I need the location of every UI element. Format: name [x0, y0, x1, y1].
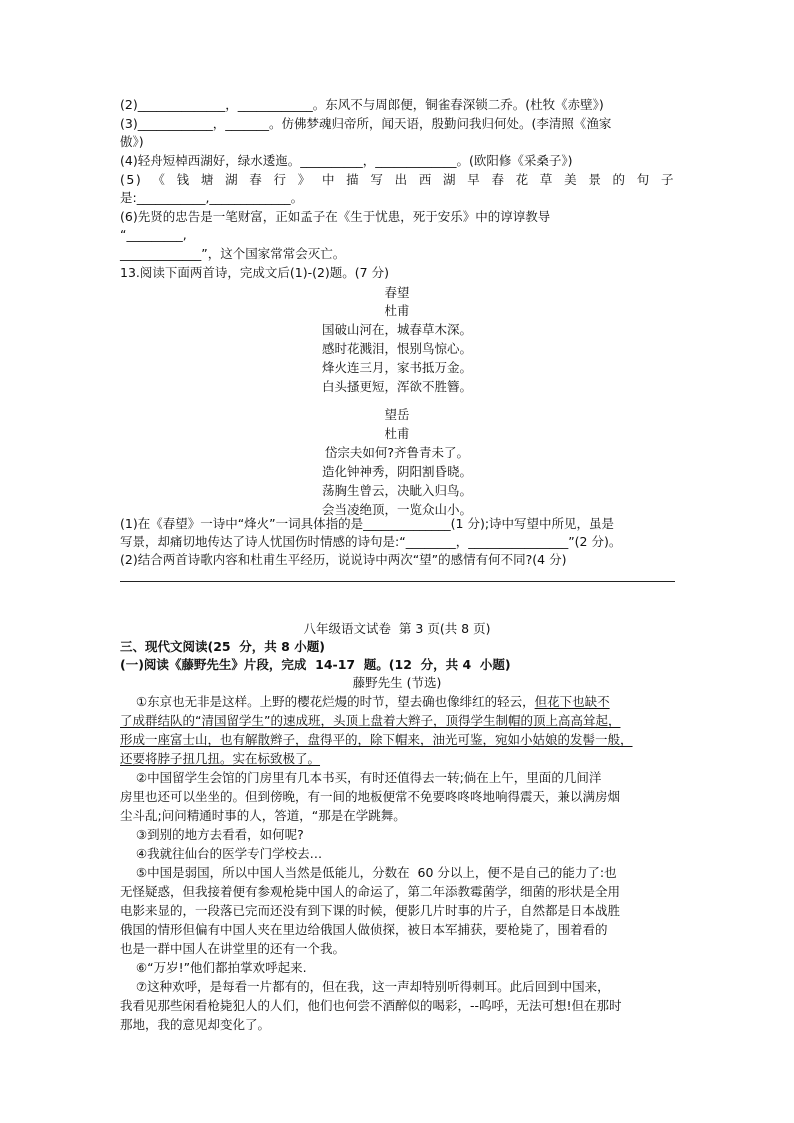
question-6-line-1: (6)先贤的忠告是一笔财富，正如孟子在《生于忧患，死于安乐》中的谆谆教导 [120, 209, 551, 224]
poem-author: 杜甫 [384, 303, 410, 318]
question-13-heading: 13.阅读下面两首诗，完成文后(1)-(2)题。(7 分) [120, 265, 389, 280]
paragraph-5-line-4: 俄国的情形但偏有中国人夹在里边给俄国人做侦探，被日本军捕获，要枪毙了，围着看的 [120, 922, 608, 937]
paragraph-1-line-2: 了成群结队的“清国留学生”的速成班，头顶上盘着大辫子，顶得学生制帽的顶上高高耸起， [120, 713, 621, 728]
paragraph-1-line-1 [120, 693, 610, 710]
paragraph-2-line-1: ②中国留学生会馆的门房里有几本书买，有时还值得去一转;倘在上午，里面的几间洋 [120, 770, 602, 785]
page-footer: 八年级语文试卷 第 3 页(共 8 页) [303, 621, 491, 636]
paragraph-2-line-3: 尘斗乱;问问精通时事的人，答道，“那是在学跳舞。 [120, 808, 406, 823]
subquestion-2: (2)结合两首诗歌内容和杜甫生平经历，说说诗中两次“望”的感情有何不同?(4 分) [120, 552, 567, 567]
subquestion-1-line-1: (1)在《春望》一诗中“烽火”一词具体指的是______________(1 分);诗中写望中所见，虽是 [120, 516, 615, 531]
poem-title: 春望 [384, 285, 410, 300]
underlined-text: 但花下也缺不 [534, 694, 610, 709]
question-6-line-3: _____________”，这个国家常常会灭亡。 [120, 246, 346, 261]
question-3-line-2: 傲》) [120, 134, 144, 149]
paragraph-5-line-3: 电影来显的，一段落已完而还没有到下课的时候，便影几片时事的片子，自然都是日本战胜 [120, 903, 621, 918]
question-5-line-2: 是:___________,_____________。 [120, 190, 304, 205]
poem-line: 国破山河在，城春草木深。 [321, 322, 472, 337]
paragraph-2-line-2: 房里也还可以坐坐的。但到傍晚，有一间的地板便常不免要咚咚咚地响得震天，兼以满房烟 [120, 789, 621, 804]
poem-line: 烽火连三月，家书抵万金。 [321, 360, 472, 375]
paragraph-7-line-1: ⑦这种欢呼，是每看一片都有的，但在我，这一声却特别听得刺耳。此后回到中国来， [120, 979, 610, 994]
question-6-line-2: “_________, [120, 227, 187, 242]
question-5-line-1: (5)《钱塘湖春行》中描写出西湖早春花草美景的句子 [120, 172, 675, 187]
poem-author: 杜甫 [384, 426, 410, 441]
plain-text: ①东京也无非是这样。上野的樱花烂熳的时节，望去确也像绯红的轻云， [120, 694, 535, 709]
poem-line: 荡胸生曾云，决眦入归鸟。 [321, 483, 472, 498]
section-subheading: (一)阅读《藤野先生》片段，完成 14-17 题。(12 分，共 4 小题) [120, 657, 511, 672]
poem-line: 感时花溅泪，恨别鸟惊心。 [321, 341, 472, 356]
paragraph-5-line-5: 也是一群中国人在讲堂里的还有一个我。 [120, 941, 346, 956]
question-2: (2)______________，____________。东风不与周郎便，铜雀春深锁二乔。(杜牧《赤壁》) [120, 97, 604, 112]
poem-line: 造化钟神秀，阴阳割昏晓。 [321, 464, 472, 479]
poem-line: 会当凌绝顶，一览众山小。 [321, 502, 472, 517]
subquestion-1-line-2: 写景，却痛切地传达了诗人忧国伤时情感的诗句是:“________，________________”(2 分)。 [120, 534, 622, 549]
paragraph-4: ④我就往仙台的医学专门学校去… [120, 846, 323, 861]
section-heading: 三、现代文阅读(25 分，共 8 小题) [120, 639, 325, 654]
passage-title: 藤野先生 (节选) [352, 675, 442, 690]
paragraph-7-line-2: 我看见那些闲看枪毙犯人的人们，他们也何尝不酒醉似的喝彩，--呜呼，无法可想!但在那时 [120, 998, 622, 1013]
paragraph-1-line-3: 形成一座富士山，也有解散辫子，盘得平的，除下帽来，油光可鉴，宛如小姑娘的发髻一般， [120, 732, 633, 747]
poem-title: 望岳 [384, 407, 410, 422]
paragraph-7-line-3: 那地，我的意见却变化了。 [120, 1017, 271, 1032]
answer-line [120, 581, 675, 582]
question-3-line-1: (3)____________，_______。仿佛梦魂归帝所，闻天语，殷勤问我归何处。(李清照《渔家 [120, 116, 612, 131]
question-4: (4)轻舟短棹西湖好，绿水逶迤。__________，_____________。(欧阳修《采桑子》) [120, 153, 573, 168]
paragraph-5-line-1: ⑤中国是弱国，所以中国人当然是低能儿，分数在 60 分以上，便不是自己的能力了:也 [120, 865, 617, 880]
paragraph-5-line-2: 无怪疑惑，但我接着便有参观枪毙中国人的命运了，第二年添教霉菌学，细菌的形状是全用 [120, 884, 621, 899]
poem-line: 岱宗夫如何?齐鲁青未了。 [324, 445, 470, 460]
poem-line: 白头搔更短，浑欲不胜簪。 [321, 379, 472, 394]
paragraph-6: ⑥“万岁!”他们都拍掌欢呼起来. [120, 960, 307, 975]
paragraph-3: ③到别的地方去看看，如何呢? [120, 827, 304, 842]
paragraph-1-line-4: 还要将脖子扭几扭。实在标致极了。 [120, 751, 321, 766]
